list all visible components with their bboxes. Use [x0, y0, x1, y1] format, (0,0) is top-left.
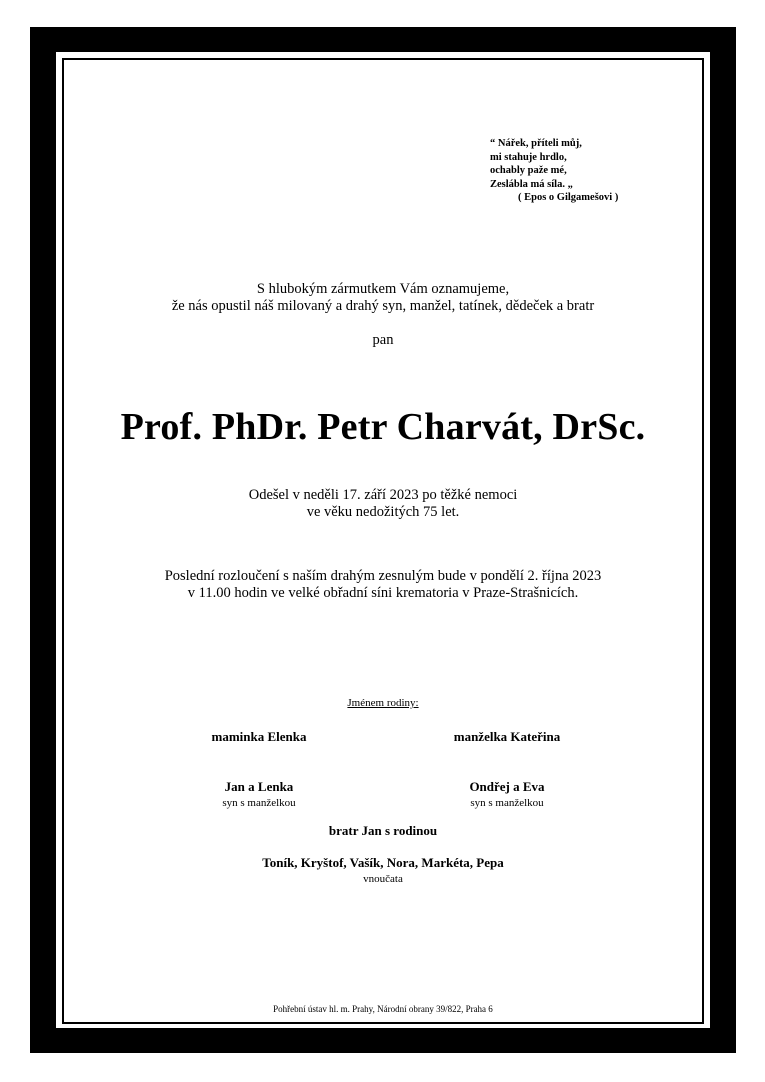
grandchildren-relation: vnoučata [363, 873, 403, 885]
son1-entry [159, 779, 359, 809]
wife-name: manželka Kateřina [453, 729, 561, 744]
grandchildren-names: Toník, Kryštof, Vašík, Nora, Markéta, Pepa [262, 855, 504, 870]
funeral-home-footer: Pohřební ústav hl. m. Prahy, Národní obrany 39/822, Praha 6 [273, 1004, 493, 1014]
quote-line: Zeslábla má síla. „ [490, 178, 573, 190]
son2-entry [407, 779, 607, 809]
funeral-line: Poslední rozloučení s naším drahým zesnulým bude v pondělí 2. října 2023 [164, 568, 602, 584]
announcement-intro [62, 281, 704, 315]
intro-line: S hlubokým zármutkem Vám oznamujeme, [256, 281, 510, 297]
honorific: pan [372, 332, 394, 348]
deceased-name: Prof. PhDr. Petr Charvát, DrSc. [120, 406, 646, 448]
intro-line: že nás opustil náš milovaný a drahý syn, manžel, tatínek, dědeček a bratr [171, 298, 595, 314]
quote-line: ochably paže mé, [490, 165, 567, 176]
son1-relation: syn s manželkou [222, 797, 296, 809]
death-line: ve věku nedožitých 75 let. [306, 504, 460, 520]
mother-entry [159, 729, 359, 745]
brother-entry: bratr Jan s rodinou [328, 823, 438, 838]
son2-names: Ondřej a Eva [469, 779, 545, 794]
son1-names: Jan a Lenka [224, 779, 294, 794]
epitaph-quote [490, 137, 618, 205]
quote-line: mi stahuje hrdlo, [490, 151, 567, 163]
grandchildren-entry [62, 855, 704, 885]
quote-source: ( Epos o Gilgamešovi ) [518, 192, 619, 203]
funeral-notice [62, 568, 704, 602]
death-notice [62, 487, 704, 521]
son2-relation: syn s manželkou [470, 797, 544, 809]
quote-line: “ Nářek, příteli můj, [490, 138, 582, 149]
wife-entry [407, 729, 607, 745]
funeral-line: v 11.00 hodin ve velké obřadní síni krematoria v Praze-Strašnicích. [187, 585, 579, 601]
death-line: Odešel v neděli 17. září 2023 po těžké nemoci [248, 487, 518, 503]
mother-name: maminka Elenka [211, 729, 307, 744]
family-label: Jménem rodiny: [347, 697, 419, 709]
